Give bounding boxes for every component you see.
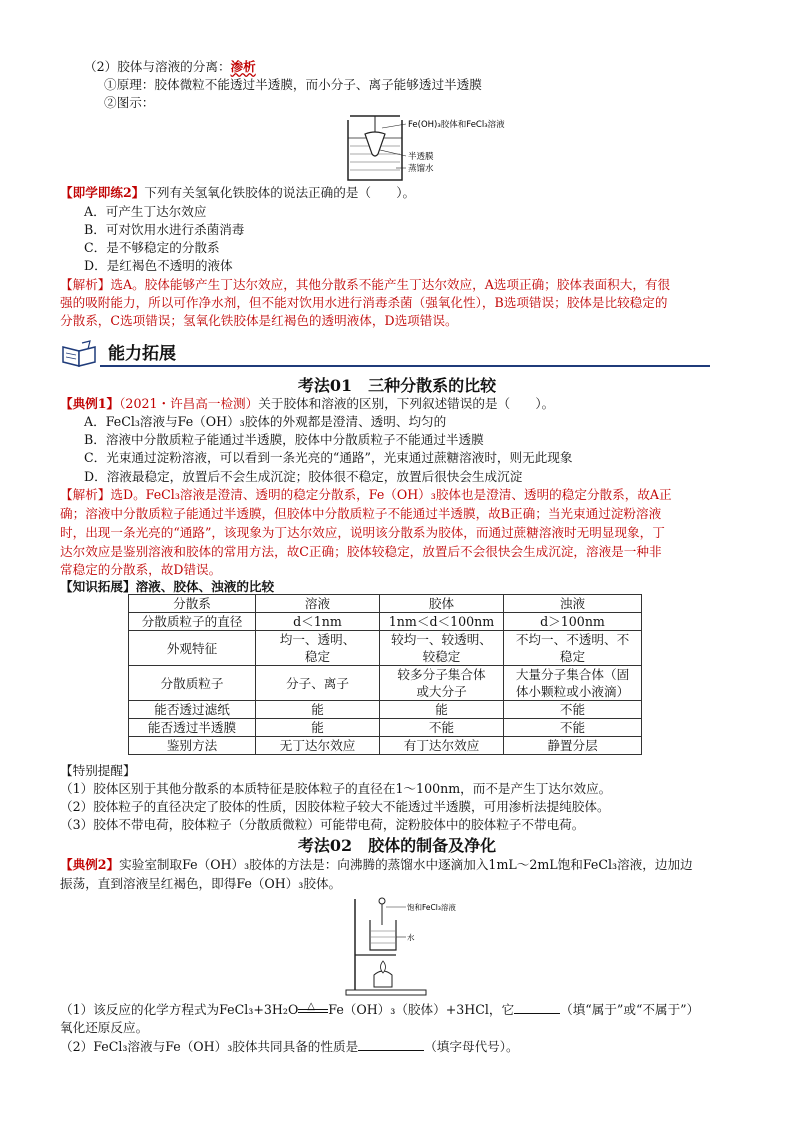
table-row (129, 613, 642, 631)
table-cell: d＞100nm (504, 613, 642, 631)
table-cell: 1nm＜d＜100nm (380, 613, 504, 631)
table-cell: 静置分层 (504, 737, 642, 755)
example2-line-1: 【典例2】实验室制取Fe（OH）₃胶体的方法是：向沸腾的蒸馏水中逐滴加入1mL～2mL饱和FeCl₃溶液，边加边 (60, 857, 693, 872)
table-header-cell: 浊液 (504, 595, 642, 613)
practice2-analysis-2: 强的吸附能力，所以可作净水剂，但不能对饮用水进行消毒杀菌（强氧化性），B选项错误；胶体是比较稳定的 (60, 295, 668, 310)
practice2-option-b: B．可对饮用水进行杀菌消毒 (84, 222, 245, 237)
dialysis-term: 渗析 (230, 59, 256, 74)
table-cell: 分散质粒子 (129, 666, 256, 701)
table-cell: 能 (256, 719, 380, 737)
practice2-option-a: A．可产生丁达尔效应 (84, 204, 207, 219)
example1-analysis-1: 【解析】选D。FeCl₃溶液是澄清、透明的稳定分散系，Fe（OH）₃胶体也是澄清、透明的稳定分散系，故A正 (60, 487, 672, 502)
table-cell: 较多分子集合体 或大分子 (380, 666, 504, 701)
method02-title: 考法02 胶体的制备及净化 (297, 836, 497, 855)
table-cell: 有丁达尔效应 (380, 737, 504, 755)
table-row (129, 666, 642, 701)
example1-option-d: D．溶液最稳定，放置后不会生成沉淀；胶体很不稳定，放置后很快会生成沉淀 (84, 469, 523, 484)
example1-option-c: C．光束通过淀粉溶液，可以看到一条光亮的“通路”，光束通过蔗糖溶液时，则无此现象 (84, 450, 573, 465)
method01-title: 考法01 三种分散系的比较 (297, 376, 497, 395)
example2-q1-cont: 氧化还原反应。 (60, 1020, 149, 1035)
table-row (129, 719, 642, 737)
fig-label-fecl3: 饱和FeCl₃溶液 (407, 903, 456, 912)
answer-blank-2[interactable] (358, 1038, 424, 1051)
table-cell: d＜1nm (256, 613, 380, 631)
fig-label-water: 蒸馏水 (408, 164, 434, 174)
table-header-cell: 分散系 (129, 595, 256, 613)
practice2-stem: 【即学即练2】下列有关氢氧化铁胶体的说法正确的是（ ）。 (60, 185, 416, 200)
table-row (129, 631, 642, 666)
tip-3: （3）胶体不带电荷，胶体粒子（分散质微粒）可能带电荷，淀粉胶体中的胶体粒子不带电荷。 (60, 817, 585, 832)
practice2-analysis-1: 【解析】选A。胶体能够产生丁达尔效应，其他分散系不能产生丁达尔效应，A选项正确；胶体表面积大，有很 (60, 277, 671, 292)
example1-option-b: B．溶液中分散质粒子能通过半透膜，胶体中分散质粒子不能通过半透膜 (84, 432, 484, 447)
example1-analysis-3: 时，出现一条光亮的“通路”，该现象为丁达尔效应，说明该分散系为胶体，而通过蔗糖溶液时无明显现象，丁 (60, 525, 665, 540)
answer-blank-1[interactable] (514, 1001, 560, 1014)
heat-arrow-icon: △ (298, 1001, 328, 1018)
table-cell: 鉴别方法 (129, 737, 256, 755)
table-cell: 不均一、不透明、不 稳定 (504, 631, 642, 666)
table-header-row (129, 595, 642, 613)
table-cell: 能 (256, 701, 380, 719)
table-cell: 外观特征 (129, 631, 256, 666)
table-header-cell: 溶液 (256, 595, 380, 613)
apparatus-figure (340, 895, 460, 1000)
comparison-table (128, 594, 642, 755)
table-cell: 能否透过滤纸 (129, 701, 256, 719)
dialysis-figure-label: ②图示： (104, 95, 155, 110)
example1-analysis-5: 常稳定的分散系，故D错误。 (60, 562, 222, 577)
fig-label-membrane: 半透膜 (408, 152, 434, 162)
example2-line-2: 振荡，直到溶液呈红褐色，即得Fe（OH）₃胶体。 (60, 876, 342, 891)
table-row (129, 701, 642, 719)
table-cell: 均一、透明、 稳定 (256, 631, 380, 666)
table-header-cell: 胶体 (380, 595, 504, 613)
section-divider (100, 365, 710, 367)
example1-analysis-2: 确；溶液中分散质粒子能通过半透膜，但胶体中分散质粒子不能通过半透膜，故B正确；当光束通过淀粉溶液 (60, 506, 662, 521)
dialysis-heading: （2）胶体与溶液的分离：渗析 (84, 59, 256, 74)
example1-analysis-4: 达尔效应是鉴别溶液和胶体的常用方法，故C正确；胶体较稳定，放置后不会很快会生成沉淀，溶液是一种非 (60, 544, 662, 559)
tips-heading: 【特别提醒】 (60, 763, 136, 778)
practice2-option-c: C．是不够稳定的分散系 (84, 240, 220, 255)
table-cell: 较均一、较透明、 较稳定 (380, 631, 504, 666)
table-cell: 不能 (380, 719, 504, 737)
example1-stem: 【典例1】（2021・许昌高一检测）关于胶体和溶液的区别，下列叙述错误的是（ ）。 (60, 396, 555, 411)
table-cell: 无丁达尔效应 (256, 737, 380, 755)
table-cell: 不能 (504, 719, 642, 737)
fig-label-water2: 水 (407, 933, 415, 942)
table-cell: 能否透过半透膜 (129, 719, 256, 737)
example2-q2: （2）FeCl₃溶液与Fe（OH）₃胶体共同具备的性质是 （填字母代号）。 (60, 1039, 519, 1054)
table-cell: 大量分子集合体（固 体小颗粒或小液滴） (504, 666, 642, 701)
practice2-option-d: D．是红褐色不透明的液体 (84, 258, 233, 273)
example1-option-a: A．FeCl₃溶液与Fe（OH）₃胶体的外观都是澄清、透明、均匀的 (84, 414, 447, 429)
table-cell: 分散质粒子的直径 (129, 613, 256, 631)
example2-q1: （1）该反应的化学方程式为FeCl₃+3H₂O △ Fe（OH）₃（胶体）+3HCl，它 （填“属于”或“不属于”） (60, 1001, 700, 1017)
section-title: 能力拓展 (108, 344, 176, 364)
knowledge-extension-heading: 【知识拓展】溶液、胶体、浊液的比较 (60, 579, 275, 594)
dialysis-figure (340, 110, 530, 185)
table-row (129, 737, 642, 755)
table-cell: 能 (380, 701, 504, 719)
practice2-analysis-3: 分散系，C选项错误；氢氧化铁胶体是红褐色的透明液体，D选项错误。 (60, 313, 458, 328)
table-cell: 不能 (504, 701, 642, 719)
dialysis-principle: ①原理：胶体微粒不能透过半透膜，而小分子、离子能够透过半透膜 (104, 77, 482, 92)
tip-1: （1）胶体区别于其他分散系的本质特征是胶体粒子的直径在1～100nm，而不是产生丁达尔效应。 (60, 781, 612, 796)
fig-label-colloid: Fe(OH)₃胶体和FeCl₃溶液 (408, 120, 505, 130)
book-icon (60, 339, 100, 369)
table-cell: 分子、离子 (256, 666, 380, 701)
section-header (60, 339, 710, 369)
tip-2: （2）胶体粒子的直径决定了胶体的性质，因胶体粒子较大不能透过半透膜，可用渗析法提纯胶体。 (60, 799, 610, 814)
